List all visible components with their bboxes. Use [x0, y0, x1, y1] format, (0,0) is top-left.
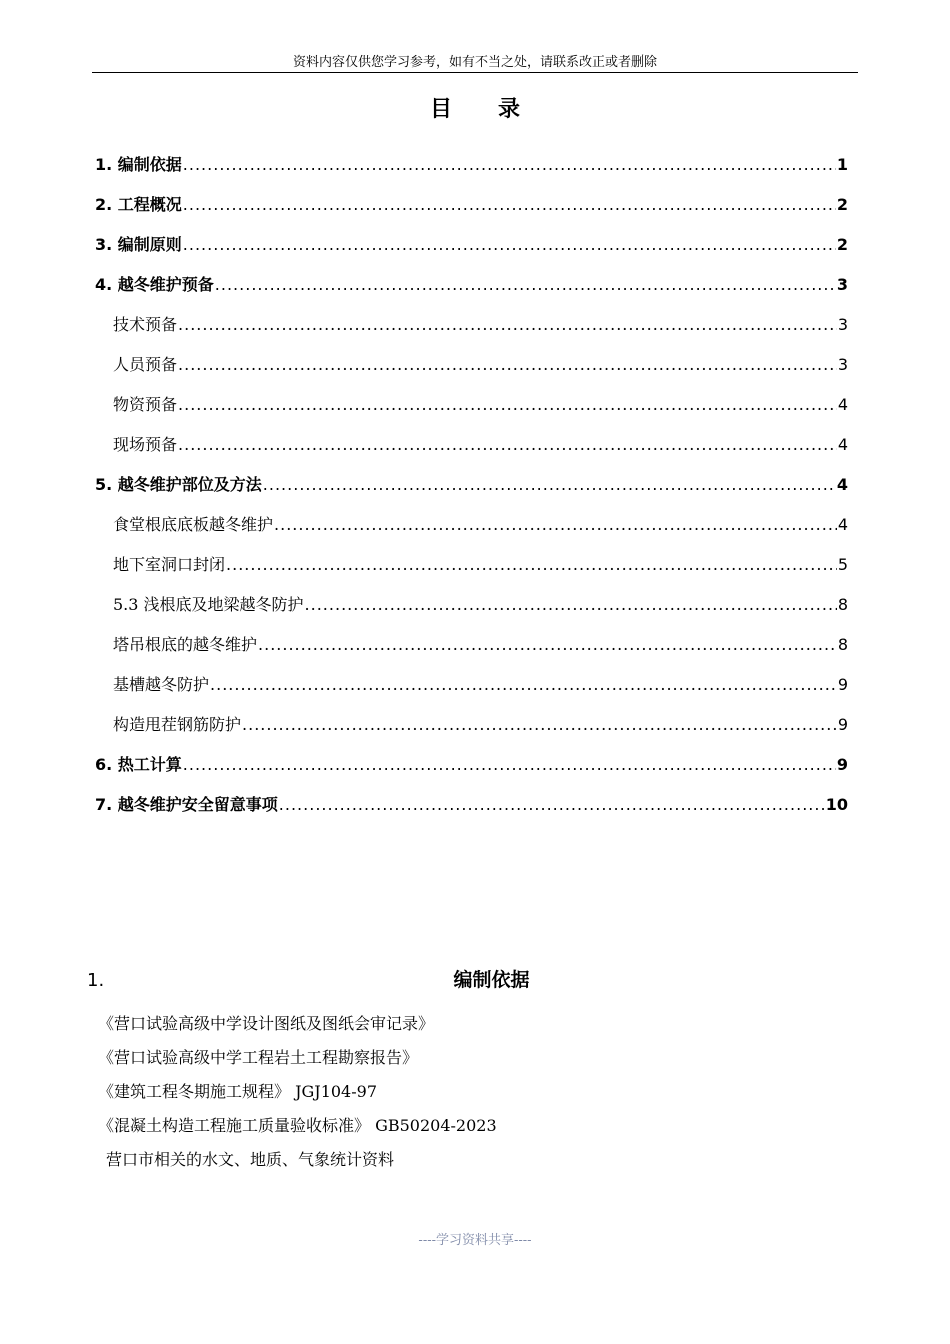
toc-entry[interactable] — [95, 350, 848, 390]
toc-entry-label: 现场预备 — [113, 435, 178, 454]
toc-dot-leader — [305, 590, 837, 620]
header-divider — [92, 72, 858, 73]
toc-dot-leader — [226, 550, 837, 580]
toc-entry[interactable] — [95, 430, 848, 470]
toc-entry-page: 2 — [836, 195, 848, 214]
toc-entry-label: 塔吊根底的越冬维护 — [113, 635, 258, 654]
toc-dot-leader — [242, 710, 837, 740]
toc-entry-page: 3 — [837, 355, 848, 374]
toc-entry-label: 技术预备 — [113, 315, 178, 334]
toc-dot-leader — [183, 190, 836, 220]
toc-entry[interactable] — [95, 510, 848, 550]
toc-entry[interactable] — [95, 750, 848, 790]
reference-item: 《混凝土构造工程施工质量验收标准》 GB50204-2023 — [98, 1116, 497, 1135]
toc-entry[interactable] — [95, 710, 848, 750]
toc-entry-page: 4 — [837, 515, 848, 534]
toc-entry[interactable] — [95, 790, 848, 830]
toc-entry-page: 9 — [837, 715, 848, 734]
reference-item: 《营口试验高级中学工程岩土工程勘察报告》 — [98, 1048, 419, 1067]
toc-entry-page: 4 — [836, 475, 848, 494]
toc-dot-leader — [215, 270, 836, 300]
toc-dot-leader — [258, 630, 837, 660]
toc-entry-label: 基槽越冬防护 — [113, 675, 210, 694]
toc-entry[interactable] — [95, 550, 848, 590]
section-title: 编制依据 — [453, 969, 530, 991]
toc-entry[interactable] — [95, 230, 848, 270]
toc-entry-page: 4 — [837, 435, 848, 454]
toc-entry[interactable] — [95, 150, 848, 190]
toc-entry-page: 8 — [837, 635, 848, 654]
toc-entry-label: 5.3 浅根底及地梁越冬防护 — [113, 595, 304, 614]
toc-dot-leader — [183, 230, 836, 260]
toc-entry[interactable] — [95, 630, 848, 670]
toc-entry[interactable] — [95, 470, 848, 510]
toc-entry-label: 6. 热工计算 — [95, 755, 182, 774]
toc-entry-page: 10 — [825, 795, 848, 814]
toc-entry-page: 9 — [836, 755, 848, 774]
page-footer: ----学习资料共享---- — [418, 1233, 532, 1248]
toc-entry[interactable] — [95, 590, 848, 630]
toc-dot-leader — [178, 430, 837, 460]
toc-entry-page: 8 — [837, 595, 848, 614]
table-of-contents — [95, 150, 848, 830]
toc-entry-label: 7. 越冬维护安全留意事项 — [95, 795, 278, 814]
reference-item: 《营口试验高级中学设计图纸及图纸会审记录》 — [98, 1014, 435, 1033]
toc-entry-label: 5. 越冬维护部位及方法 — [95, 475, 262, 494]
toc-entry-label: 人员预备 — [113, 355, 178, 374]
toc-entry-page: 1 — [836, 155, 848, 174]
toc-dot-leader — [183, 750, 836, 780]
toc-entry-label: 2. 工程概况 — [95, 195, 182, 214]
toc-entry-page: 2 — [836, 235, 848, 254]
toc-entry-page: 5 — [837, 555, 848, 574]
reference-list — [98, 1012, 798, 1182]
section-number: 1. — [87, 970, 105, 991]
toc-dot-leader — [279, 790, 825, 820]
toc-entry[interactable] — [95, 310, 848, 350]
toc-entry-label: 地下室洞口封闭 — [113, 555, 226, 574]
toc-entry-label: 构造甩茬钢筋防护 — [113, 715, 242, 734]
toc-dot-leader — [274, 510, 837, 540]
toc-entry-page: 9 — [837, 675, 848, 694]
toc-entry-label: 食堂根底底板越冬维护 — [113, 515, 274, 534]
toc-dot-leader — [210, 670, 837, 700]
toc-dot-leader — [178, 390, 837, 420]
toc-entry[interactable] — [95, 190, 848, 230]
toc-dot-leader — [178, 310, 837, 340]
toc-entry[interactable] — [95, 270, 848, 310]
toc-entry-page: 4 — [837, 395, 848, 414]
toc-entry[interactable] — [95, 670, 848, 710]
toc-dot-leader — [183, 150, 836, 180]
toc-entry-page: 3 — [837, 315, 848, 334]
page-header: 资料内容仅供您学习参考，如有不当之处，请联系改正或者删除 — [292, 55, 657, 70]
toc-entry-label: 物资预备 — [113, 395, 178, 414]
toc-entry-label: 4. 越冬维护预备 — [95, 275, 214, 294]
toc-title: 目录 — [429, 97, 566, 122]
reference-item: 《建筑工程冬期施工规程》 JGJ104-97 — [98, 1082, 378, 1101]
toc-entry-label: 3. 编制原则 — [95, 235, 182, 254]
toc-entry[interactable] — [95, 390, 848, 430]
toc-entry-page: 3 — [836, 275, 848, 294]
toc-entry-label: 1. 编制依据 — [95, 155, 182, 174]
reference-item: 营口市相关的水文、地质、气象统计资料 — [106, 1150, 395, 1169]
toc-dot-leader — [178, 350, 837, 380]
toc-dot-leader — [263, 470, 836, 500]
